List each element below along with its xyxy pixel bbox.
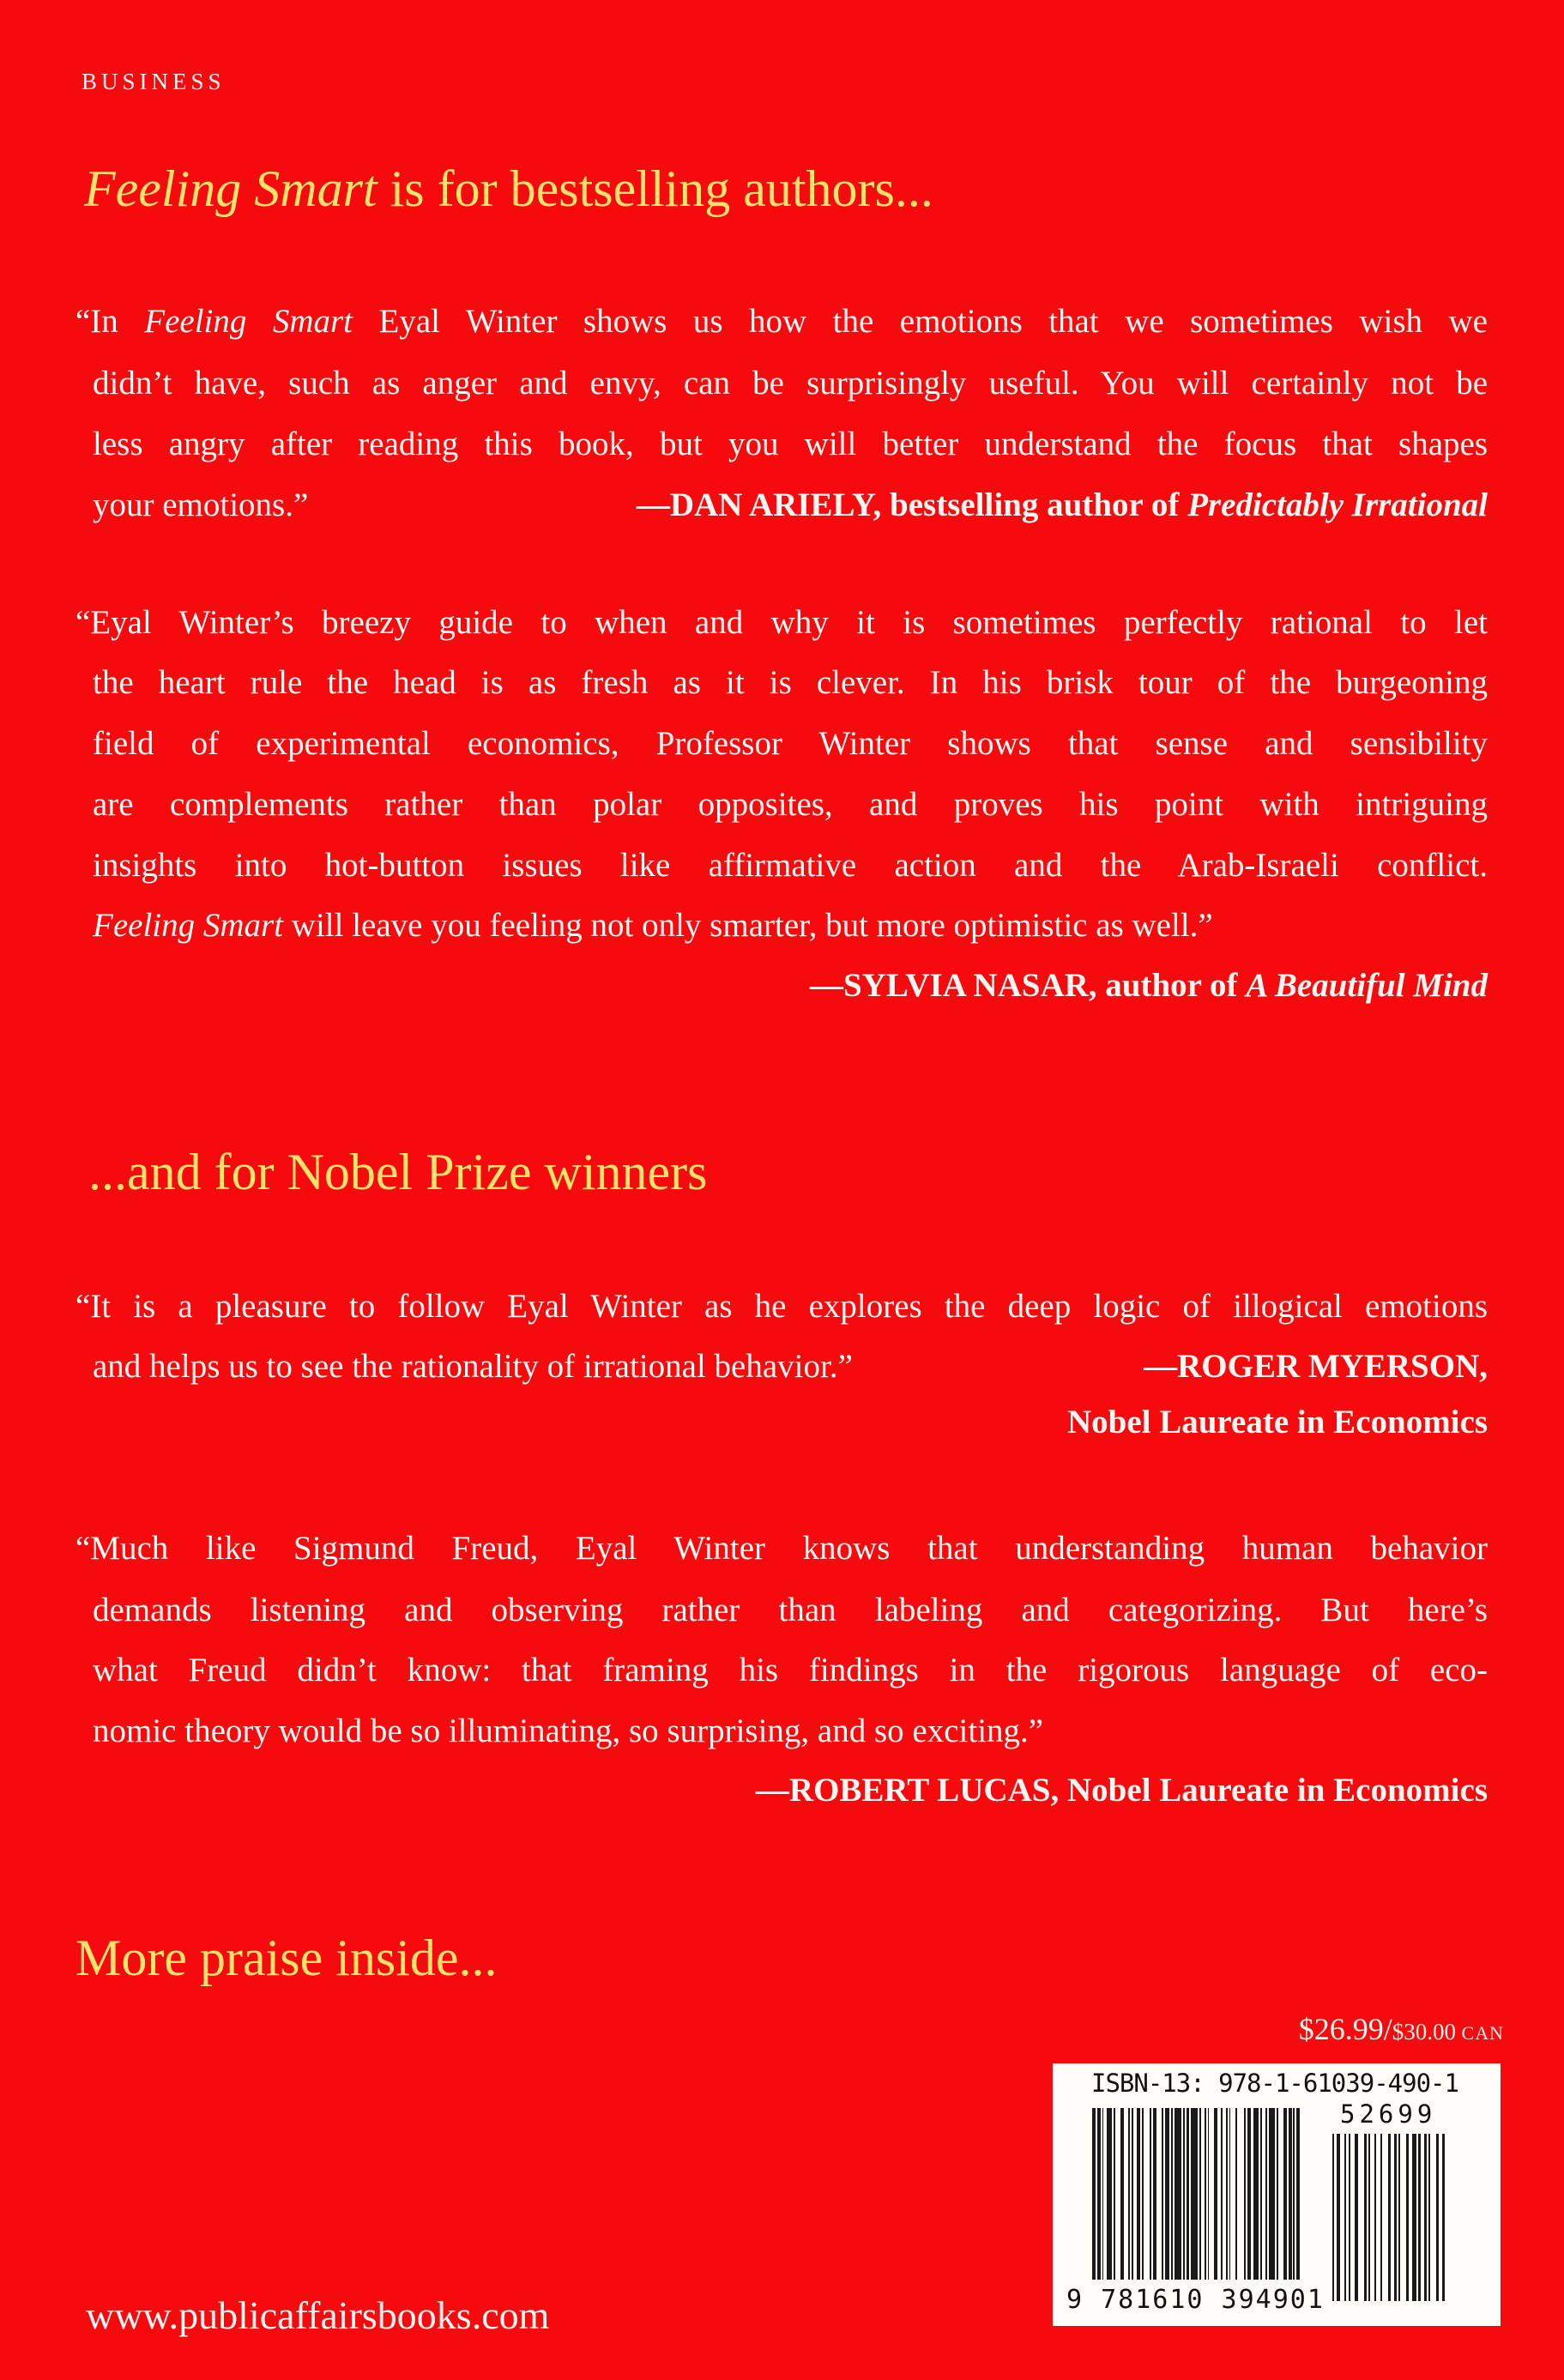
price-label — [1299, 2011, 1504, 2047]
quote-line — [93, 488, 1488, 522]
quote-line: field of experimental economics, Professor Winter shows that sense and sensibility — [93, 725, 1488, 762]
quote-line: less angry after reading this book, but you will better understand the focus that shapes — [93, 426, 1488, 462]
section-heading-nobel: ...and for Nobel Prize winners — [88, 1144, 708, 1200]
quote-line: the heart rule the head is as fresh as it is clever. In his brisk tour of the burgeoning — [93, 664, 1488, 701]
barcode-addon-bars-icon — [1332, 2134, 1445, 2301]
attribution-sylvia-nasar: —SYLVIA NASAR, author of A Beautiful Mind — [810, 967, 1488, 1004]
section-heading-bestselling — [84, 160, 933, 217]
isbn-label: ISBN-13: 978-1-61039-490-1 — [1091, 2069, 1458, 2098]
price-us: $26.99/ — [1298, 2012, 1392, 2046]
attribution-dan-ariely: —DAN ARIELY, bestselling author of Predictably Irrational — [636, 486, 1488, 523]
quote-line: “It is a pleasure to follow Eyal Winter as he explores the deep logic of illogical emotions — [75, 1288, 1488, 1325]
attribution-work: Predictably Irrational — [1187, 486, 1488, 523]
quote-line: Feeling Smart will leave you feeling not only smarter, but more optimistic as well.” — [93, 907, 1213, 944]
barcode-bars-icon — [1092, 2108, 1303, 2280]
quote-line: insights into hot-button issues like affirmative action and the Arab-Israeli conflict. — [93, 847, 1488, 884]
quote-line — [93, 1350, 1488, 1383]
price-can-label: CAN — [1456, 2022, 1504, 2044]
quote-line: “In Feeling Smart Eyal Winter shows us how the emotions that we sometimes wish we — [75, 303, 1488, 340]
quote-line: are complements rather than polar opposites, and proves his point with intriguing — [93, 786, 1488, 823]
barcode-digits: 9 781610 394901 — [1066, 2285, 1325, 2315]
attribution-title: Nobel Laureate in Economics — [1066, 1404, 1488, 1441]
quote-text-end: and helps us to see the rationality of irrational behavior.” — [93, 1348, 853, 1385]
isbn-barcode — [1053, 2063, 1501, 2326]
quote-line: nomic theory would be so illuminating, so surprising, and so exciting.” — [93, 1713, 1044, 1749]
price-can: $30.00 — [1392, 2019, 1457, 2045]
attribution-work: A Beautiful Mind — [1246, 967, 1488, 1004]
attribution-roger-myerson: —ROGER MYERSON, — [1144, 1348, 1488, 1385]
more-praise-heading: More praise inside... — [75, 1930, 498, 1986]
category-label: BUSINESS — [82, 69, 226, 94]
quote-line: demands listening and observing rather than labeling and categorizing. But here’s — [93, 1592, 1488, 1628]
quote-line: “Eyal Winter’s breezy guide to when and why it is sometimes perfectly rational to let — [75, 604, 1488, 641]
attribution-robert-lucas: —ROBERT LUCAS, Nobel Laureate in Economics — [755, 1772, 1488, 1809]
quote-line: “Much like Sigmund Freud, Eyal Winter knows that understanding human behavior — [75, 1530, 1488, 1567]
quote-line: didn’t have, such as anger and envy, can be surprisingly useful. You will certainly not be — [93, 365, 1488, 402]
quote-line: what Freud didn’t know: that framing his findings in the rigorous language of eco- — [93, 1652, 1488, 1688]
publisher-website-link[interactable]: www.publicaffairsbooks.com — [86, 2293, 550, 2337]
heading-text: is for bestselling authors... — [377, 160, 933, 217]
heading-book-title: Feeling Smart — [84, 160, 377, 217]
quote-text-end: your emotions.” — [93, 486, 309, 523]
barcode-addon-number: 52699 — [1340, 2099, 1437, 2129]
